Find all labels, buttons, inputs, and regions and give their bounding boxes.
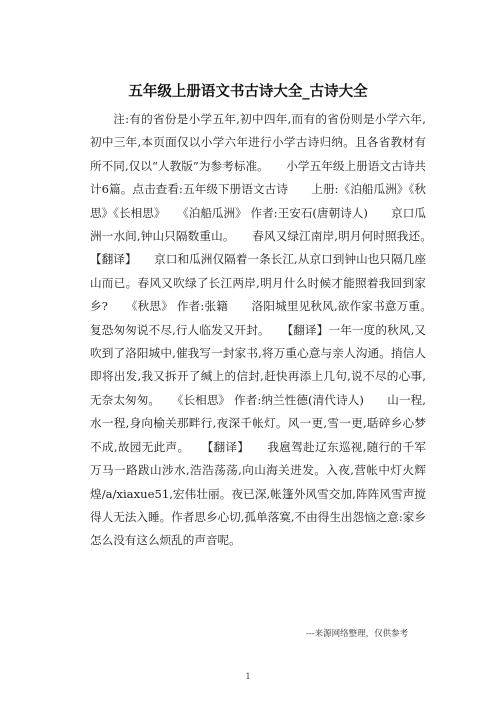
page-number: 1 — [245, 672, 251, 681]
page-title: 五年级上册语文书古诗大全_古诗大全 — [128, 84, 368, 100]
body-paragraph: 注:有的省份是小学五年,初中四年,而有的省份则是小学六年,初中三年,本页面仅以小学六年进行小学古诗归纳。且各省教材有所不同,仅以“人教版”为参考标准。 小学五年级上册语文古诗共计6篇。点击查看:五年级下册语文古诗 上册:《泊船瓜洲》《秋思》《长相思》 《泊船瓜洲》 作者:王安石(唐朝诗人) 京口瓜洲一水间,钟山只隔数重山。 春风又绿江南岸,明月何时照我还。 【翻译】 京口和瓜洲仅隔着一条长江,从京口到钟山也只隔几座山而已。春风又吹绿了长江两岸,明月什么时候才能照着我回到家乡? 《秋思》 作者:张籍 洛阳城里见秋风,欲作家书意万重。 复恐匆匆说不尽,行人临发又开封。 【翻译】一年一度的秋风,又吹到了洛阳城中,催我写一封家书,将万重心意与亲人沟通。捎信人即将出发,我又拆开了缄上的信封,赶快再添上几句,说不尽的心事,无奈太匆匆。 《长相思》 作者:纳兰性德(清代诗人) 山一程,水一程,身向榆关那畔行,夜深千帐灯。风一更,雪一更,聒碎乡心梦不成,故园无此声。 【翻译】 我扈驾赴辽东巡视,随行的千军万马一路跋山涉水,浩浩荡荡,向山海关进发。入夜,营帐中灯火辉煌/a/xiaxue51,宏伟壮丽。夜已深,帐篷外风雪交加,阵阵风雪声搅得人无法入睡。作者思乡心切,孤单落寞,不由得生出怨恼之意:家乡怎么没有这么烦乱的声音呢。 — [90, 112, 450, 548]
source-note: ---来源网络整理，仅供参考 — [306, 629, 409, 639]
